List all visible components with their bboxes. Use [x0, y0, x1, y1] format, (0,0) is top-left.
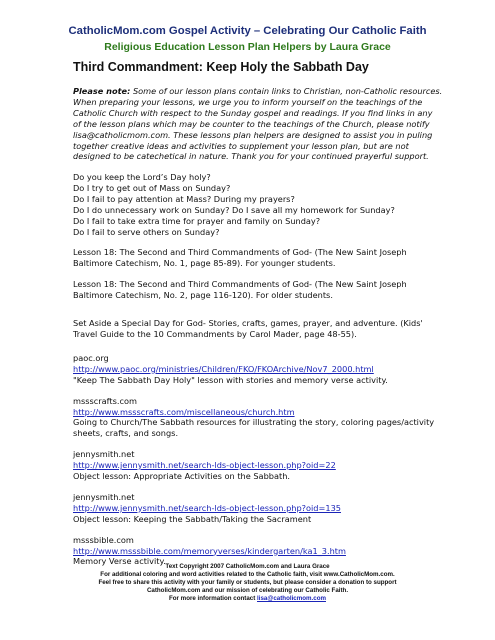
note-lead: Please note: — [73, 86, 131, 96]
resource-site: paoc.org — [73, 352, 109, 363]
lesson-text: Lesson 18: The Second and Third Commandments of God- (The New Saint Joseph — [73, 279, 407, 290]
footer-contact-label: For more information contact — [169, 594, 258, 602]
resource-site: jennysmith.net — [73, 491, 135, 502]
footer-line: Feel free to share this activity with your family or students, but please consider a donation to support — [98, 578, 397, 586]
page-footer — [0, 563, 495, 603]
set-aside-activity — [73, 318, 493, 340]
resource-desc: Object lesson: Keeping the Sabbath/Taking the Sacrament — [73, 513, 312, 524]
examination-questions — [73, 172, 493, 237]
note-line: Some of our lesson plans contain links to Christian, non-Catholic resources. — [130, 86, 443, 96]
lesson-younger — [73, 247, 493, 269]
resource-site: jennysmith.net — [73, 449, 135, 460]
resource-paoc — [73, 353, 493, 386]
resource-site: mssscrafts.com — [73, 395, 137, 406]
lesson-text: Baltimore Catechism, No. 1, page 85-89). For younger students. — [73, 258, 336, 269]
resource-jennysmith-22 — [73, 449, 493, 482]
note-line: lisa@catholicmom.com. These lessons plan helpers are designed to assist you in puling — [73, 129, 433, 140]
footer-copyright: Text Copyright 2007 CatholicMom.com and Laura Grace — [165, 563, 330, 570]
resource-link[interactable]: http://www.mssscrafts.com/miscellaneous/church.htm — [73, 406, 295, 417]
note-line: together creative ideas and activities to supplement your lesson plan, but are not — [73, 140, 409, 151]
footer-email-link[interactable]: lisa@catholicmom.com — [257, 594, 326, 602]
question-item: Do I try to get out of Mass on Sunday? — [73, 182, 231, 193]
question-item: Do I fail to pay attention at Mass? During my prayers? — [73, 193, 295, 204]
question-item: Do I do unnecessary work on Sunday? Do I save all my homework for Sunday? — [73, 204, 395, 215]
activity-text: Travel Guide to the 10 Commandments by Carol Mader, page 48-55). — [73, 328, 357, 339]
main-content — [73, 172, 493, 577]
header-subtitle: Religious Education Lesson Plan Helpers by Laura Grace — [104, 41, 391, 53]
question-item: Do I fail to take extra time for prayer and family on Sunday? — [73, 215, 321, 226]
resource-link[interactable]: http://www.msssbible.com/memoryverses/kindergarten/ka1_3.htm — [73, 545, 346, 556]
note-line: Catholic Church with respect to the Sunday gospel and readings. If you find links in any — [73, 107, 433, 118]
resource-jennysmith-135 — [73, 492, 493, 525]
resource-desc: sheets, crafts, and songs. — [73, 428, 179, 439]
footer-line: CatholicMom.com and our mission of celebrating our Catholic Faith. — [146, 586, 349, 594]
header-title: CatholicMom.com Gospel Activity – Celebrating Our Catholic Faith — [68, 25, 427, 37]
lesson-text: Lesson 18: The Second and Third Commandments of God- (The New Saint Joseph — [73, 247, 407, 258]
activity-text: Set Aside a Special Day for God- Stories, crafts, games, prayer, and adventure. (Kids' — [73, 318, 423, 329]
footer-line: For additional coloring and word activities related to the Catholic faith, visit www.CatholicMom.com. — [100, 570, 395, 578]
resource-desc: Going to Church/The Sabbath resources for illustrating the story, coloring pages/activity — [73, 417, 435, 428]
resource-link[interactable]: http://www.jennysmith.net/search-lds-object-lesson.php?oid=22 — [73, 460, 336, 471]
resource-site: msssbible.com — [73, 534, 134, 545]
resource-link[interactable]: http://www.paoc.org/ministries/Children/FKO/FKOArchive/Nov7_2000.html — [73, 363, 374, 374]
resource-desc: "Keep The Sabbath Day Holy" lesson with stories and memory verse activity. — [73, 374, 388, 385]
resource-desc: Object lesson: Appropriate Activities on the Sabbath. — [73, 471, 290, 482]
disclaimer-note — [73, 86, 493, 162]
question-item: Do you keep the Lord’s Day holy? — [73, 172, 211, 182]
lesson-older — [73, 279, 493, 301]
question-item: Do I fail to serve others on Sunday? — [73, 226, 220, 237]
lesson-text: Baltimore Catechism, No. 2, page 116-120). For older students. — [73, 290, 333, 301]
page-title: Third Commandment: Keep Holy the Sabbath Day — [73, 60, 369, 74]
resource-link[interactable]: http://www.jennysmith.net/search-lds-object-lesson.php?oid=135 — [73, 502, 341, 513]
resource-desc: Memory Verse activity. — [73, 556, 166, 567]
note-line: of the lesson plans which may be counter to the teachings of the Church, please notify — [73, 118, 430, 129]
note-line: designed to be catechetical in nature. Thank you for your continued prayerful support. — [73, 151, 429, 162]
note-line: When preparing your lessons, we urge you to inform yourself on the teachings of the — [73, 96, 423, 107]
resource-mssscrafts — [73, 396, 493, 440]
